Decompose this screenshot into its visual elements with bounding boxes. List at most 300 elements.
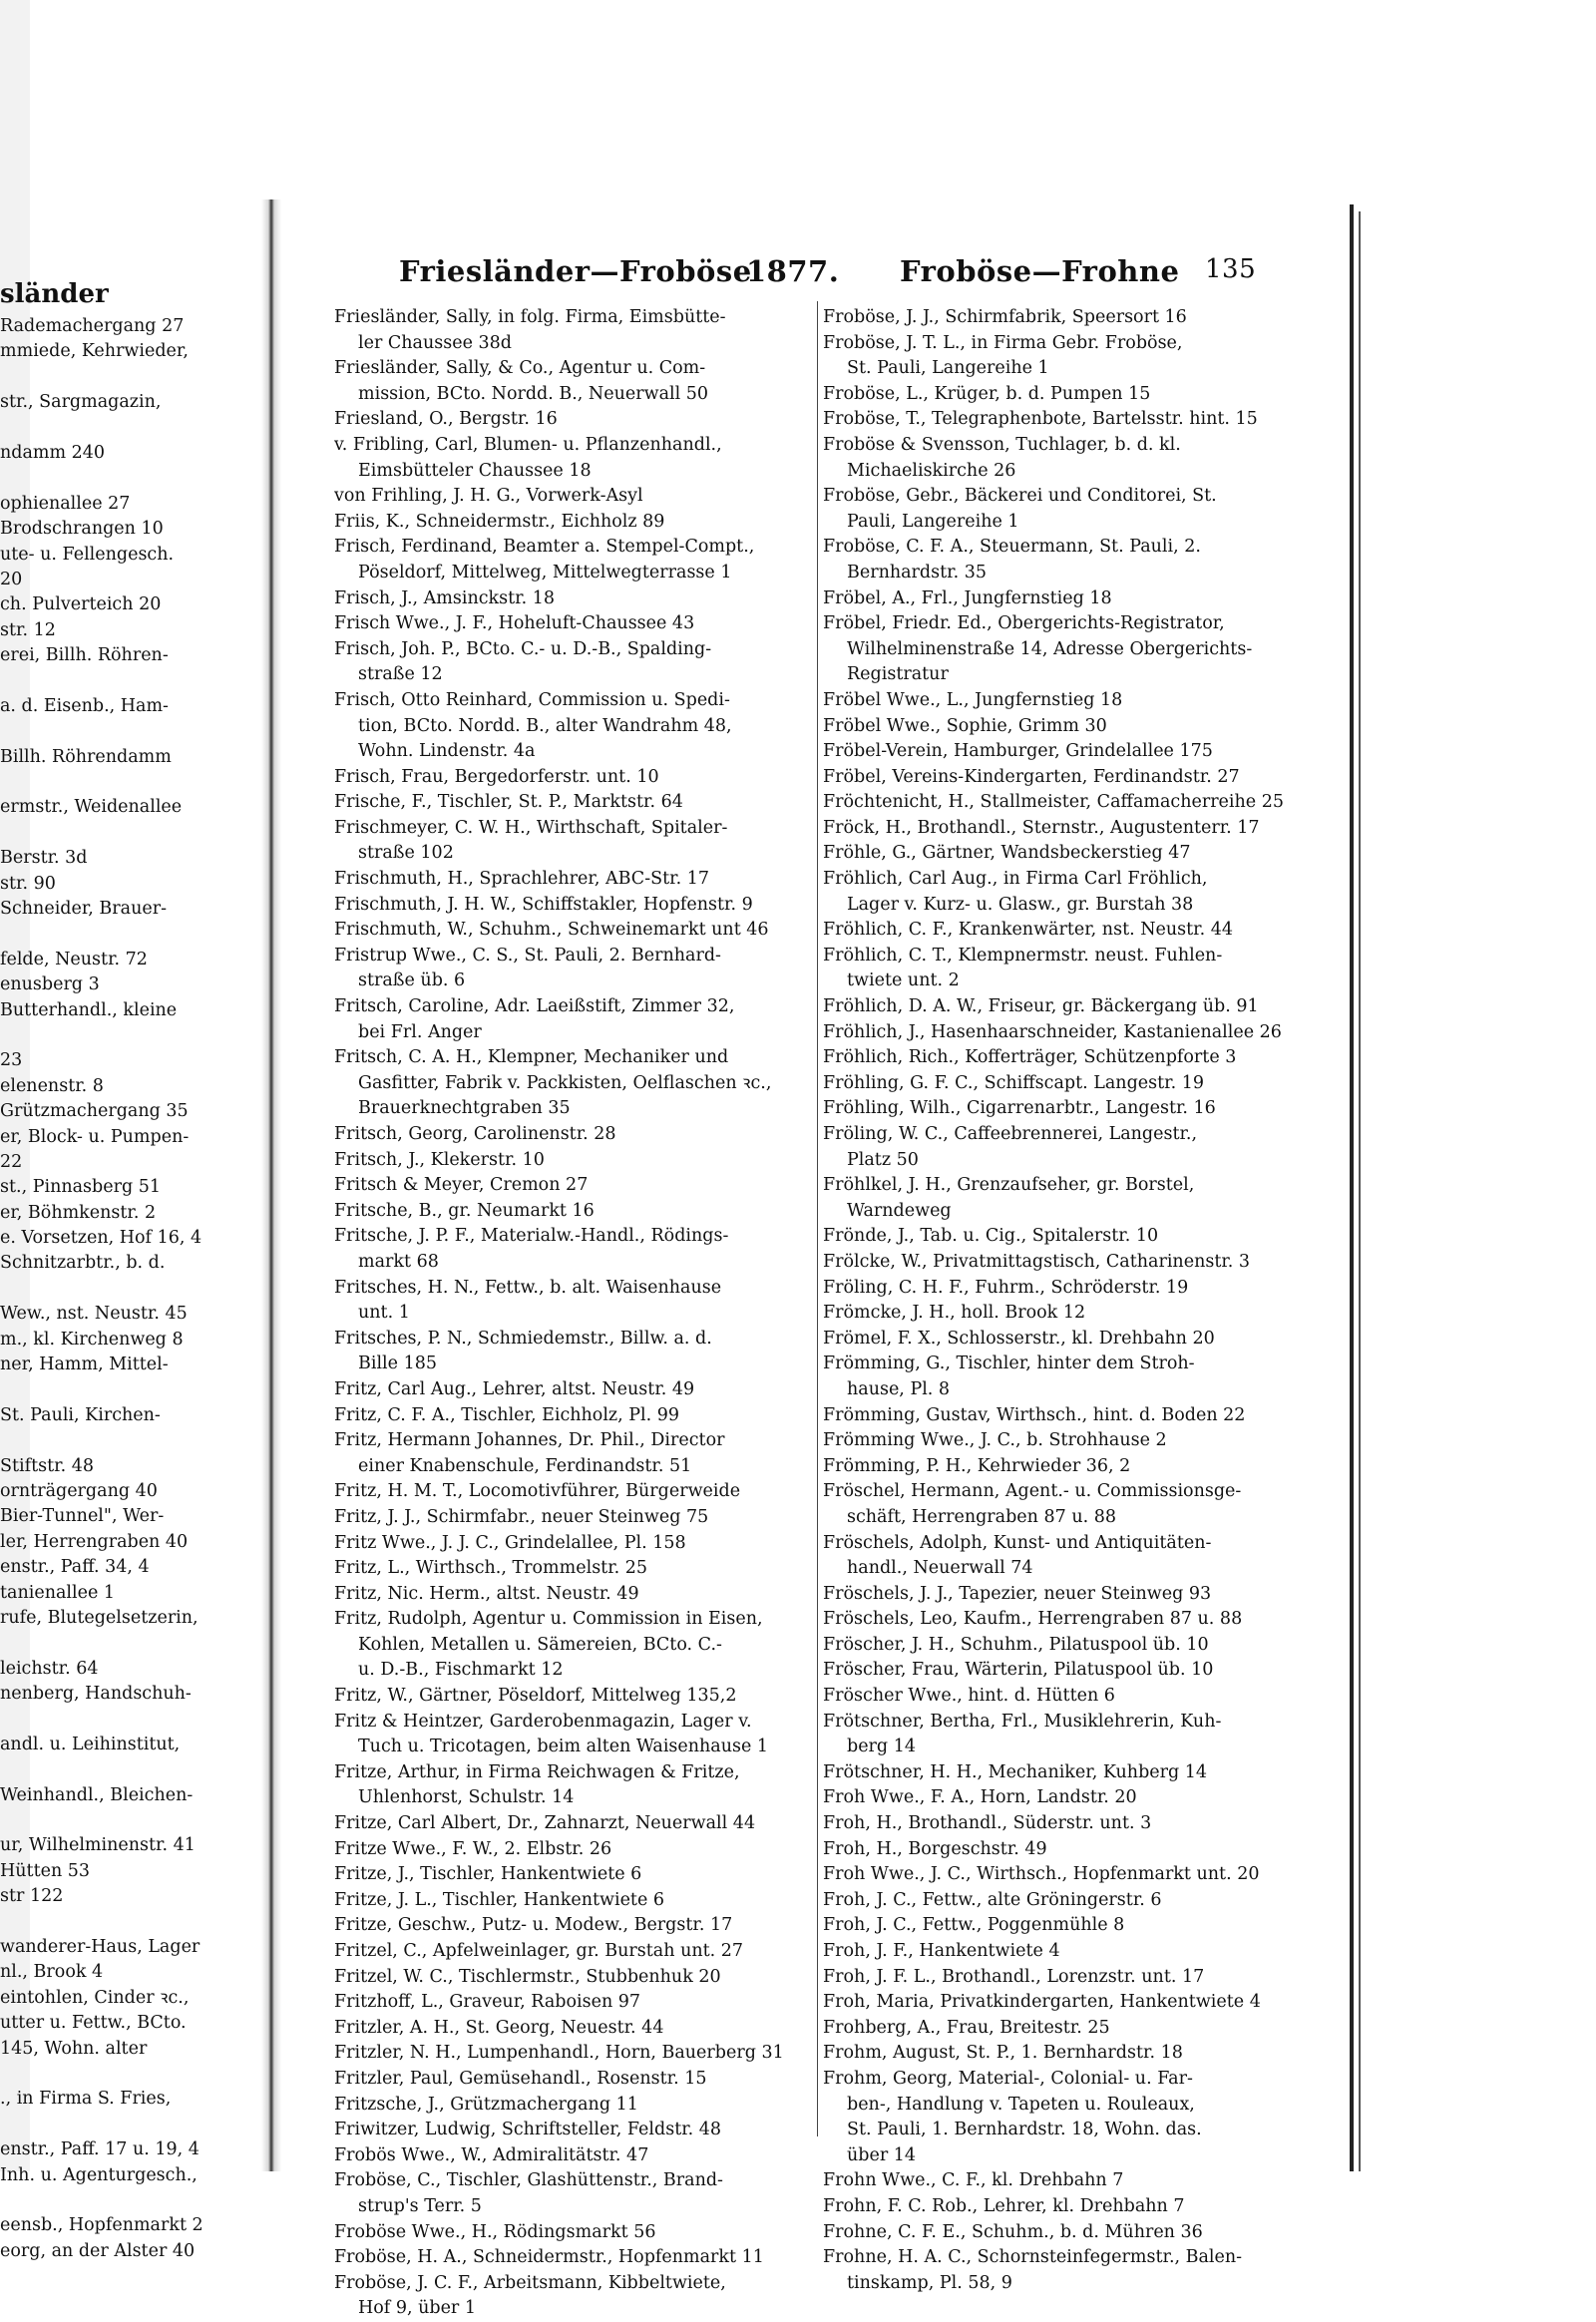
- entry-line: Frohne, H. A. C., Schornsteinfegermstr., Balen-: [823, 2247, 1243, 2268]
- fragment-line: [0, 821, 239, 846]
- directory-entry: [334, 484, 815, 510]
- entry-line: Frisch, Joh. P., BCto. C.- u. D.-B., Spalding-: [334, 638, 712, 659]
- directory-entry: [823, 1582, 1324, 1608]
- entry-continuation: u. D.-B., Fischmarkt 12: [358, 1660, 564, 1681]
- fragment-line: [0, 365, 239, 390]
- directory-entry: [334, 1965, 815, 1991]
- entry-line: Fritze, J. L., Tischler, Hankentwiete 6: [334, 1889, 665, 1910]
- entry-line: Fritsch, Caroline, Adr. Laeißstift, Zimmer 32,: [334, 996, 735, 1017]
- entry-line: Froh, J. F. L., Brothandl., Lorenzstr. unt. 17: [823, 1966, 1205, 1987]
- entry-continuation: Tuch u. Tricotagen, beim alten Waisenhause 1: [358, 1737, 769, 1757]
- entry-line: Fröscher, Frau, Wärterin, Pilatuspool üb. 10: [823, 1660, 1214, 1681]
- fragment-line: m., kl. Kirchenweg 8: [0, 1329, 184, 1350]
- directory-column-right: [823, 305, 1324, 2296]
- fragment-line: Inh. u. Agenturgesch.,: [0, 2164, 198, 2185]
- entry-line: Froh, H., Borgeschstr. 49: [823, 1838, 1047, 1859]
- directory-entry: [334, 1479, 815, 1505]
- entry-line: Fröhlich, Carl Aug., in Firma Carl Fröhlich,: [823, 869, 1208, 890]
- directory-entry: [823, 944, 1324, 994]
- directory-entry: [334, 356, 815, 407]
- entry-continuation: Wilhelminenstraße 14, Adresse Obergerichts-: [847, 638, 1253, 659]
- fragment-line: [0, 416, 239, 441]
- running-header: [399, 254, 1257, 300]
- entry-line: Froböse, J. T. L., in Firma Gebr. Froböse,: [823, 332, 1183, 353]
- directory-entry: [334, 535, 815, 585]
- fragment-line: Rademachergang 27: [0, 316, 185, 336]
- fragment-line: eorg, an der Alster 40: [0, 2240, 196, 2261]
- fragment-line: ch. Pulverteich 20: [0, 594, 162, 615]
- fragment-line: ute- u. Fellengesch.: [0, 544, 175, 565]
- fragment-line: ornträgergang 40: [0, 1480, 158, 1501]
- entry-line: Fritz, Rudolph, Agentur u. Commission in Eisen,: [334, 1609, 763, 1630]
- entry-line: Fritzel, C., Apfelweinlager, gr. Burstah unt. 27: [334, 1941, 744, 1961]
- directory-entry: [823, 918, 1324, 944]
- fragment-line: ophienallee 27: [0, 493, 131, 514]
- entry-line: Fritz & Heintzer, Garderobenmagazin, Lager v.: [334, 1711, 752, 1732]
- page-edge: [1350, 204, 1354, 2171]
- entry-line: Fritze, J., Tischler, Hankentwiete 6: [334, 1864, 642, 1885]
- directory-entry: [823, 1785, 1324, 1811]
- entry-line: Fröhlich, J., Hasenhaarschneider, Kastanienallee 26: [823, 1021, 1282, 1042]
- entry-continuation: Brauerknechtgraben 35: [358, 1098, 571, 1119]
- fragment-line: Weinhandl., Bleichen-: [0, 1784, 194, 1805]
- entry-line: Fröbel-Verein, Hamburger, Grindelallee 175: [823, 741, 1213, 762]
- directory-entry: [334, 1913, 815, 1939]
- fragment-line: [0, 922, 239, 947]
- fragment-line: elenenstr. 8: [0, 1075, 104, 1096]
- entry-line: Froh, J. F., Hankentwiete 4: [823, 1941, 1060, 1961]
- entry-continuation: Hof 9, über 1: [358, 2298, 476, 2319]
- directory-entry: [334, 2093, 815, 2119]
- fragment-line: [0, 1377, 239, 1402]
- directory-entry: [823, 1122, 1324, 1173]
- entry-line: Froböse, L., Krüger, b. d. Pumpen 15: [823, 383, 1151, 404]
- entry-line: Fröhlich, D. A. W., Friseur, gr. Bäckergang üb. 91: [823, 996, 1259, 1017]
- fragment-line: Berstr. 3d: [0, 848, 88, 869]
- directory-entry: [823, 1990, 1324, 2016]
- entry-continuation: tion, BCto. Nordd. B., alter Wandrahm 48,: [358, 715, 732, 736]
- entry-line: Froh, H., Brothandl., Süderstr. unt. 3: [823, 1813, 1152, 1834]
- directory-entry: [823, 535, 1324, 585]
- entry-line: Fritz, Nic. Herm., altst. Neustr. 49: [334, 1583, 639, 1604]
- fragment-line: str., Sargmagazin,: [0, 392, 162, 413]
- entry-line: Frömcke, J. H., holl. Brook 12: [823, 1303, 1086, 1324]
- entry-continuation: Bille 185: [358, 1354, 437, 1374]
- entry-line: Fröbel, Vereins-Kindergarten, Ferdinandstr. 27: [823, 766, 1240, 787]
- directory-entry: [823, 382, 1324, 408]
- directory-entry: [823, 688, 1324, 714]
- directory-entry: [334, 2271, 815, 2322]
- entry-line: Fritsch, J., Klekerstr. 10: [334, 1149, 545, 1170]
- entry-line: Fritsch & Meyer, Cremon 27: [334, 1175, 589, 1196]
- entry-line: Froböse, J. C. F., Arbeitsmann, Kibbeltwiete,: [334, 2272, 726, 2293]
- entry-line: Froböse, J. J., Schirmfabrik, Speersort 16: [823, 307, 1187, 327]
- entry-line: Fritz, L., Wirthsch., Trommelstr. 25: [334, 1558, 648, 1579]
- directory-entry: [334, 2220, 815, 2246]
- entry-line: Fröhle, G., Gärtner, Wandsbeckerstieg 47: [823, 843, 1191, 864]
- entry-line: Froh, J. C., Fettw., Poggenmühle 8: [823, 1915, 1125, 1936]
- directory-entry: [823, 2041, 1324, 2067]
- directory-entry: [334, 433, 815, 484]
- entry-line: Friwitzer, Ludwig, Schriftsteller, Feldstr. 48: [334, 2120, 722, 2140]
- entry-continuation: straße 12: [358, 664, 443, 685]
- book-gutter: [261, 199, 281, 2171]
- entry-line: Froböse, C. F. A., Steuermann, St. Pauli, 2.: [823, 537, 1201, 558]
- fragment-line: [0, 770, 239, 795]
- entry-line: Fröck, H., Brothandl., Sternstr., Augustenterr. 17: [823, 817, 1260, 838]
- fragment-line: rufe, Blutegelsetzerin,: [0, 1607, 199, 1628]
- entry-line: Froböse, T., Telegraphenbote, Bartelsstr. hint. 15: [823, 409, 1258, 430]
- fragment-line: enusberg 3: [0, 974, 100, 995]
- fragment-line: [0, 1910, 239, 1935]
- entry-line: Frohm, August, St. P., 1. Bernhardstr. 18: [823, 2043, 1183, 2064]
- fragment-line: Bier-Tunnel", Wer-: [0, 1506, 165, 1527]
- entry-continuation: hause, Pl. 8: [847, 1378, 951, 1399]
- directory-entry: [823, 1658, 1324, 1684]
- directory-entry: [823, 1607, 1324, 1633]
- directory-entry: [334, 1148, 815, 1174]
- entry-line: Fröhlich, C. F., Krankenwärter, nst. Neustr. 44: [823, 920, 1234, 941]
- directory-entry: [823, 407, 1324, 433]
- fragment-line: [0, 2062, 239, 2087]
- entry-line: Fritsches, P. N., Schmiedemstr., Billw. a. d.: [334, 1328, 712, 1349]
- fragment-line: Hütten 53: [0, 1860, 91, 1881]
- header-left-range: Friesländer—Froböse: [399, 254, 752, 288]
- directory-entry: [823, 1479, 1324, 1530]
- fragment-line: ndamm 240: [0, 442, 106, 463]
- entry-continuation: schäft, Herrengraben 87 u. 88: [847, 1506, 1116, 1527]
- directory-entry: [334, 816, 815, 867]
- directory-entry: [823, 816, 1324, 842]
- directory-entry: [823, 714, 1324, 740]
- entry-line: Frohn Wwe., C. F., kl. Drehbahn 7: [823, 2170, 1124, 2191]
- directory-entry: [823, 1071, 1324, 1097]
- entry-line: Fröchtenicht, H., Stallmeister, Caffamacherreihe 25: [823, 792, 1284, 813]
- directory-entry: [823, 1862, 1324, 1888]
- fragment-line: er, Böhmkenstr. 2: [0, 1202, 157, 1223]
- directory-entry: [823, 1939, 1324, 1965]
- fragment-line: leichstr. 64: [0, 1658, 99, 1679]
- directory-entry: [334, 407, 815, 433]
- fragment-line: erei, Billh. Röhren-: [0, 645, 169, 666]
- entry-line: Friesland, O., Bergstr. 16: [334, 409, 558, 430]
- entry-line: Froböse Wwe., H., Rödingsmarkt 56: [334, 2221, 656, 2242]
- directory-entry: [334, 2245, 815, 2271]
- directory-entry: [823, 1352, 1324, 1402]
- entry-continuation: Kohlen, Metallen u. Sämereien, BCto. C.-: [358, 1634, 722, 1655]
- directory-entry: [334, 1428, 815, 1479]
- fragment-line: str. 90: [0, 873, 56, 894]
- entry-line: Fröling, C. H. F., Fuhrm., Schröderstr. 19: [823, 1277, 1189, 1298]
- entry-line: Frötschner, Bertha, Frl., Musiklehrerin, Kuh-: [823, 1711, 1222, 1732]
- directory-entry: [334, 1939, 815, 1965]
- column-divider: [817, 301, 818, 2136]
- directory-entry: [334, 944, 815, 994]
- fragment-line: enstr., Paff. 17 u. 19, 4: [0, 2139, 200, 2160]
- directory-entry: [334, 1377, 815, 1403]
- entry-line: Fritsche, B., gr. Neumarkt 16: [334, 1200, 595, 1221]
- fragment-line: Billh. Röhrendamm: [0, 746, 172, 767]
- entry-line: Frischmuth, J. H. W., Schiffstakler, Hopfenstr. 9: [334, 894, 753, 915]
- entry-continuation: einer Knabenschule, Ferdinandstr. 51: [358, 1455, 692, 1476]
- directory-entry: [334, 2016, 815, 2042]
- entry-line: Fritz, C. F. A., Tischler, Eichholz, Pl. 99: [334, 1404, 680, 1425]
- entry-line: Frischmuth, H., Sprachlehrer, ABC-Str. 17: [334, 869, 709, 890]
- entry-line: Frisch Wwe., J. F., Hoheluft-Chaussee 43: [334, 613, 695, 634]
- fragment-line: St. Pauli, Kirchen-: [0, 1404, 161, 1425]
- directory-entry: [823, 765, 1324, 791]
- entry-line: Froböse & Svensson, Tuchlager, b. d. kl.: [823, 434, 1181, 455]
- entry-continuation: Lager v. Kurz- u. Glasw., gr. Burstah 38: [847, 894, 1194, 915]
- entry-line: Fröhlich, Rich., Kofferträger, Schützenpforte 3: [823, 1047, 1237, 1068]
- fragment-line: 145, Wohn. alter: [0, 2038, 148, 2059]
- directory-entry: [334, 2067, 815, 2093]
- directory-entry: [334, 1684, 815, 1710]
- fragment-line: Wew., nst. Neustr. 45: [0, 1304, 188, 1325]
- entry-line: Fritzler, A. H., St. Georg, Neuestr. 44: [334, 2017, 664, 2038]
- entry-line: Fritze, Arthur, in Firma Reichwagen & Fritze,: [334, 1761, 740, 1782]
- directory-entry: [334, 2168, 815, 2219]
- fragment-line: [0, 1023, 239, 1048]
- entry-line: Froh Wwe., F. A., Horn, Landstr. 20: [823, 1787, 1137, 1808]
- entry-line: Friesländer, Sally, & Co., Agentur u. Com-: [334, 358, 706, 379]
- directory-entry: [334, 1224, 815, 1275]
- directory-entry: [823, 1020, 1324, 1046]
- fragment-line: [0, 2188, 239, 2213]
- directory-entry: [334, 893, 815, 919]
- fragment-line: wanderer-Haus, Lager: [0, 1937, 200, 1957]
- directory-entry: [823, 2067, 1324, 2168]
- entry-line: Fristrup Wwe., C. S., St. Pauli, 2. Bernhard-: [334, 945, 721, 966]
- directory-entry: [334, 765, 815, 791]
- entry-continuation: tinskamp, Pl. 58, 9: [847, 2272, 1012, 2293]
- fragment-line: nl., Brook 4: [0, 1962, 104, 1983]
- entry-line: Fritzler, N. H., Lumpenhandl., Horn, Bauerberg 31: [334, 2043, 784, 2064]
- directory-entry: [823, 1684, 1324, 1710]
- entry-line: Fritz Wwe., J. J. C., Grindelallee, Pl. 158: [334, 1532, 686, 1553]
- entry-line: Fröhlich, C. T., Klempnermstr. neust. Fuhlen-: [823, 945, 1223, 966]
- fragment-line: mmiede, Kehrwieder,: [0, 341, 189, 362]
- entry-line: Fritsche, J. P. F., Materialw.-Handl., Rödings-: [334, 1226, 729, 1247]
- fragment-line: enstr., Paff. 34, 4: [0, 1557, 150, 1578]
- fragment-line: str 122: [0, 1886, 64, 1907]
- fragment-line: [0, 1631, 239, 1656]
- entry-continuation: markt 68: [358, 1251, 439, 1272]
- entry-continuation: ler Chaussee 38d: [358, 332, 512, 353]
- fragment-line: [0, 1428, 239, 1453]
- entry-line: Frischmeyer, C. W. H., Wirthschaft, Spitaler-: [334, 817, 728, 838]
- entry-continuation: Bernhardstr. 35: [847, 562, 987, 582]
- page-edge-shadow: [1359, 211, 1361, 2171]
- entry-line: Fröhlkel, J. H., Grenzaufseher, gr. Borstel,: [823, 1175, 1195, 1196]
- entry-line: Frötschner, H. H., Mechaniker, Kuhberg 14: [823, 1761, 1208, 1782]
- fragment-line: [0, 1757, 239, 1782]
- entry-line: Froh, Maria, Privatkindergarten, Hankentwiete 4: [823, 1992, 1261, 2013]
- directory-entry: [334, 2041, 815, 2067]
- entry-line: Frömming, G., Tischler, hinter dem Stroh-: [823, 1354, 1195, 1374]
- entry-line: Fritzler, Paul, Gemüsehandl., Rosenstr. 15: [334, 2068, 707, 2089]
- entry-line: Fröscher Wwe., hint. d. Hütten 6: [823, 1686, 1115, 1707]
- fragment-line: ler, Herrengraben 40: [0, 1531, 189, 1552]
- fragment-line: [0, 1277, 239, 1302]
- directory-entry: [823, 484, 1324, 535]
- fragment-line: [0, 1707, 239, 1732]
- fragment-line: st., Pinnasberg 51: [0, 1177, 161, 1198]
- directory-entry: [823, 2016, 1324, 2042]
- fragment-line: ., in Firma S. Fries,: [0, 2089, 172, 2110]
- fragment-line: er, Block- u. Pumpen-: [0, 1126, 190, 1147]
- entry-continuation: ben-, Handlung v. Tapeten u. Rouleaux,: [847, 2094, 1195, 2115]
- directory-entry: [334, 637, 815, 688]
- directory-entry: [334, 1556, 815, 1582]
- entry-continuation: straße 102: [358, 843, 454, 864]
- entry-line: Fritz, Hermann Johannes, Dr. Phil., Director: [334, 1430, 725, 1451]
- fragment-line: Grützmachergang 35: [0, 1101, 189, 1122]
- fragment-line: utter u. Fettw., BCto.: [0, 2013, 187, 2034]
- directory-entry: [823, 1301, 1324, 1327]
- directory-entry: [334, 1990, 815, 2016]
- fragment-line: Schneider, Brauer-: [0, 898, 167, 919]
- entry-line: Frölcke, W., Privatmittagstisch, Catharinenstr. 3: [823, 1251, 1251, 1272]
- directory-entry: [823, 994, 1324, 1020]
- directory-entry: [334, 1607, 815, 1684]
- entry-line: Fritze, Carl Albert, Dr., Zahnarzt, Neuerwall 44: [334, 1813, 756, 1834]
- fragment-line: nenberg, Handschuh-: [0, 1684, 192, 1705]
- entry-line: Fritsch, Georg, Carolinenstr. 28: [334, 1124, 616, 1144]
- directory-entry: [823, 2220, 1324, 2246]
- entry-line: Fritz, Carl Aug., Lehrer, altst. Neustr. 49: [334, 1378, 695, 1399]
- directory-entry: [823, 1531, 1324, 1582]
- entry-line: Froböse, Gebr., Bäckerei und Conditorei, St.: [823, 486, 1217, 507]
- fragment-line: Butterhandl., kleine: [0, 999, 178, 1020]
- entry-continuation: bei Frl. Anger: [358, 1021, 482, 1042]
- page-number: 135: [1205, 254, 1257, 284]
- entry-line: von Frihling, J. H. G., Vorwerk-Asyl: [334, 486, 643, 507]
- entry-continuation: strup's Terr. 5: [358, 2195, 482, 2216]
- entry-continuation: St. Pauli, 1. Bernhardstr. 18, Wohn. das.: [847, 2120, 1202, 2140]
- directory-entry: [334, 1582, 815, 1608]
- directory-entry: [823, 1965, 1324, 1991]
- directory-entry: [334, 2143, 815, 2169]
- directory-entry: [823, 841, 1324, 867]
- directory-entry: [334, 1862, 815, 1888]
- fragment-line: 20: [0, 569, 23, 589]
- directory-entry: [823, 305, 1324, 331]
- directory-entry: [334, 867, 815, 893]
- entry-line: v. Fribling, Carl, Blumen- u. Pflanzenhandl.,: [334, 434, 722, 455]
- fragment-line: ner, Hamm, Mittel-: [0, 1354, 169, 1375]
- entry-continuation: Uhlenhorst, Schulstr. 14: [358, 1787, 575, 1808]
- entry-continuation: St. Pauli, Langereihe 1: [847, 358, 1049, 379]
- entry-continuation: Wohn. Lindenstr. 4a: [358, 741, 536, 762]
- directory-entry: [334, 510, 815, 536]
- fragment-line: Schnitzarbtr., b. d.: [0, 1253, 166, 1274]
- fragment-line: [0, 2113, 239, 2137]
- directory-entry: [334, 305, 815, 356]
- entry-line: Fritz, J. J., Schirmfabr., neuer Steinweg 75: [334, 1506, 709, 1527]
- directory-entry: [334, 1888, 815, 1914]
- directory-entry: [823, 1096, 1324, 1122]
- directory-entry: [334, 1505, 815, 1531]
- directory-entry: [823, 1428, 1324, 1454]
- entry-line: Fröhling, G. F. C., Schiffscapt. Langestr. 19: [823, 1072, 1204, 1093]
- fragment-line: tanienallee 1: [0, 1582, 115, 1603]
- directory-entry: [334, 1045, 815, 1122]
- header-year: 1877.: [746, 254, 840, 288]
- fragment-line: e. Vorsetzen, Hof 16, 4: [0, 1228, 202, 1249]
- entry-line: Frische, F., Tischler, St. P., Marktstr. 64: [334, 792, 683, 813]
- entry-line: Fröbel Wwe., Sophie, Grimm 30: [823, 715, 1107, 736]
- entry-continuation: straße üb. 6: [358, 970, 466, 991]
- entry-continuation: handl., Neuerwall 74: [847, 1558, 1033, 1579]
- fragment-line: felde, Neustr. 72: [0, 949, 148, 969]
- directory-entry: [334, 688, 815, 765]
- entry-continuation: Pöseldorf, Mittelweg, Mittelwegterrasse 1: [358, 562, 732, 582]
- fragment-line: [0, 466, 239, 491]
- directory-entry: [823, 1327, 1324, 1353]
- entry-continuation: Registratur: [847, 664, 949, 685]
- entry-line: Fritsches, H. N., Fettw., b. alt. Waisenhause: [334, 1277, 722, 1298]
- directory-entry: [823, 1403, 1324, 1429]
- directory-entry: [823, 790, 1324, 816]
- entry-continuation: twiete unt. 2: [847, 970, 960, 991]
- entry-line: Frisch, Otto Reinhard, Commission u. Spedi-: [334, 689, 730, 710]
- fragment-line: ur, Wilhelminenstr. 41: [0, 1835, 196, 1856]
- directory-entry: [334, 1327, 815, 1377]
- entry-line: Friesländer, Sally, in folg. Firma, Eimsbütte-: [334, 307, 726, 327]
- directory-entry: [823, 1633, 1324, 1659]
- fragment-line: ermstr., Weidenallee: [0, 797, 183, 818]
- directory-entry: [334, 1276, 815, 1327]
- directory-entry: [334, 790, 815, 816]
- directory-column-left: [334, 305, 815, 2322]
- directory-entry: [823, 2168, 1324, 2194]
- fragment-line: eensb., Hopfenmarkt 2: [0, 2215, 203, 2236]
- entry-line: Fröbel Wwe., L., Jungfernstieg 18: [823, 689, 1123, 710]
- entry-line: Fröbel, Friedr. Ed., Obergerichts-Registrator,: [823, 613, 1225, 634]
- entry-line: Fröbel, A., Frl., Jungfernstieg 18: [823, 587, 1112, 608]
- directory-entry: [823, 1276, 1324, 1302]
- entry-line: Friis, K., Schneidermstr., Eichholz 89: [334, 511, 665, 532]
- directory-entry: [823, 1888, 1324, 1914]
- directory-entry: [334, 2118, 815, 2143]
- entry-continuation: Platz 50: [847, 1149, 919, 1170]
- directory-entry: [823, 1710, 1324, 1760]
- entry-line: Fritsch, C. A. H., Klempner, Mechaniker und: [334, 1047, 729, 1068]
- directory-entry: [823, 1811, 1324, 1837]
- directory-entry: [334, 1403, 815, 1429]
- entry-continuation: berg 14: [847, 1737, 916, 1757]
- entry-line: Frömming, Gustav, Wirthsch., hint. d. Boden 22: [823, 1404, 1246, 1425]
- fragment-line: [0, 668, 239, 693]
- fragment-line: 22: [0, 1151, 23, 1172]
- entry-line: Fröschels, Adolph, Kunst- und Antiquitäten-: [823, 1532, 1212, 1553]
- directory-entry: [823, 586, 1324, 612]
- directory-entry: [334, 611, 815, 637]
- entry-line: Frönde, J., Tab. u. Cig., Spitalerstr. 10: [823, 1226, 1159, 1247]
- directory-entry: [334, 1811, 815, 1837]
- entry-line: Frobös Wwe., W., Admiralitätstr. 47: [334, 2144, 649, 2165]
- directory-entry: [334, 1122, 815, 1148]
- entry-line: Froh, J. C., Fettw., alte Gröningerstr. 6: [823, 1889, 1162, 1910]
- directory-entry: [823, 1045, 1324, 1071]
- entry-continuation: unt. 1: [358, 1303, 410, 1324]
- entry-line: Fröschel, Hermann, Agent.- u. Commissionsge-: [823, 1481, 1242, 1502]
- entry-line: Fröschels, J. J., Tapezier, neuer Steinweg 93: [823, 1583, 1212, 1604]
- fragment-line: [0, 719, 239, 744]
- entry-line: Fritzsche, J., Grützmachergang 11: [334, 2094, 638, 2115]
- directory-entry: [823, 1224, 1324, 1250]
